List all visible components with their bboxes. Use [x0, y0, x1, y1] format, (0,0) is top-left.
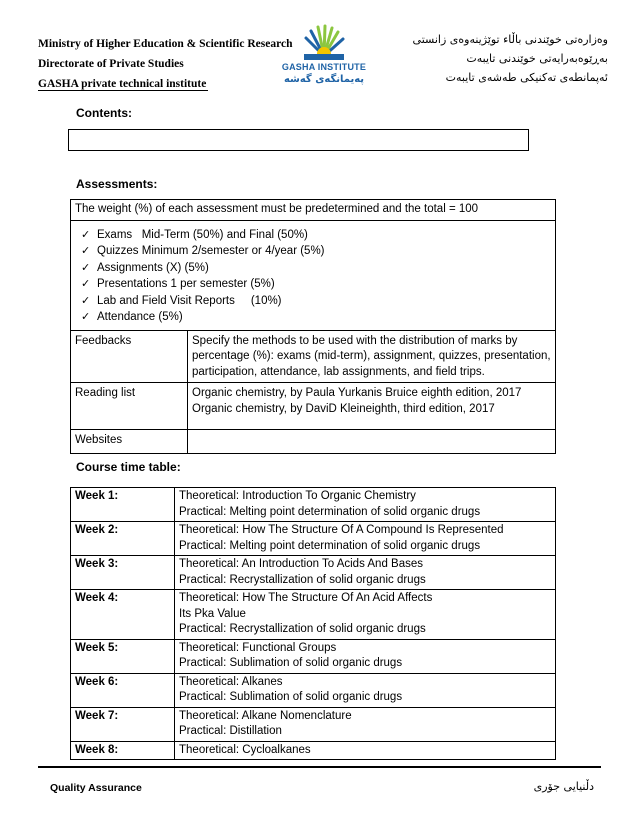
week-topics: Theoretical: An Introduction To Acids And Bases Practical: Recrystallization of solid organic drugs	[175, 556, 556, 590]
logo-brand-text-kurdish: پەیمانگەی گەشە	[283, 74, 365, 85]
table-row	[71, 639, 556, 673]
directorate-title-kurdish: بەڕێوەبەرایەتی خوێندنی تایبەت	[466, 52, 608, 65]
directorate-title: Directorate of Private Studies	[38, 58, 184, 70]
week-label: Week 3:	[71, 556, 175, 590]
table-row	[71, 556, 556, 590]
websites-row	[71, 430, 556, 454]
week-label: Week 4:	[71, 590, 175, 640]
feedbacks-row	[71, 330, 556, 383]
week-topics: Theoretical: Functional Groups Practical: Sublimation of solid organic drugs	[175, 639, 556, 673]
institute-title: GASHA private technical institute	[38, 78, 207, 90]
institute-title-kurdish: ئەپمانطەی تەکنیکی طەشەی تایبەت	[445, 71, 608, 84]
list-item: ✓ Quizzes Minimum 2/semester or 4/year (5%)	[81, 244, 325, 257]
list-item: ✓ Exams Mid-Term (50%) and Final (50%)	[81, 227, 308, 241]
week-topics: Theoretical: Cycloalkanes	[175, 741, 556, 760]
contents-box	[68, 129, 529, 151]
checkmark-icon: ✓	[81, 260, 91, 274]
ministry-title: Ministry of Higher Education & Scientific Research	[38, 38, 293, 50]
course-timetable	[70, 487, 556, 760]
table-row	[71, 707, 556, 741]
assessment-weight-text: The weight (%) of each assessment must be predetermined and the total = 100	[71, 200, 556, 221]
websites-value	[188, 430, 556, 454]
week-label: Week 5:	[71, 639, 175, 673]
checkmark-icon: ✓	[81, 277, 91, 290]
week-topics: Theoretical: Alkanes Practical: Sublimation of solid organic drugs	[175, 673, 556, 707]
contents-heading: Contents:	[76, 106, 132, 120]
footer-quality-assurance: Quality Assurance	[50, 782, 142, 794]
week-topics: Theoretical: Introduction To Organic Chemistry Practical: Melting point determination of solid organic drugs	[175, 488, 556, 522]
checkmark-icon: ✓	[81, 293, 91, 307]
assessment-checklist	[75, 223, 551, 328]
assessments-table	[70, 199, 556, 454]
table-row	[71, 673, 556, 707]
week-topics: Theoretical: How The Structure Of An Acid Affects Its Pka Value Practical: Recrystallization of solid organic drugs	[175, 590, 556, 640]
header-rule	[38, 90, 208, 91]
week-label: Week 6:	[71, 673, 175, 707]
reading-list-row	[71, 383, 556, 430]
week-label: Week 7:	[71, 707, 175, 741]
feedbacks-label: Feedbacks	[71, 330, 188, 383]
feedbacks-value: Specify the methods to be used with the distribution of marks by percentage (%): exams (mid-term), assignment, quizzes, presentation, participation, attendance, lab assignments, and field trips.	[188, 330, 556, 383]
table-row	[71, 741, 556, 760]
table-row	[71, 590, 556, 640]
list-item: ✓ Assignments (X) (5%)	[81, 260, 209, 274]
assessment-list-row	[71, 220, 556, 330]
assessments-heading: Assessments:	[76, 177, 158, 191]
week-topics: Theoretical: Alkane Nomenclature Practical: Distillation	[175, 707, 556, 741]
week-topics: Theoretical: How The Structure Of A Compound Is Represented Practical: Melting point determination of solid organic drugs	[175, 522, 556, 556]
table-row	[71, 488, 556, 522]
checkmark-icon: ✓	[81, 310, 91, 323]
checkmark-icon: ✓	[81, 227, 91, 241]
footer-quality-assurance-kurdish: دڵنیایی جۆری	[533, 780, 594, 793]
list-item: ✓ Attendance (5%)	[81, 310, 183, 323]
checkmark-icon: ✓	[81, 244, 91, 257]
timetable-heading: Course time table:	[76, 460, 181, 474]
week-label: Week 1:	[71, 488, 175, 522]
list-item: ✓ Lab and Field Visit Reports (10%)	[81, 293, 282, 307]
sunburst-logo-icon	[302, 24, 346, 60]
logo-brand-text: GASHA INSTITUTE	[281, 62, 367, 72]
gasha-logo	[278, 24, 370, 90]
footer-rule	[38, 766, 601, 768]
reading-list-value: Organic chemistry, by Paula Yurkanis Bruice eighth edition, 2017 Organic chemistry, by DaviD Kleineighth, third edition, 2017	[188, 383, 556, 430]
websites-label: Websites	[71, 430, 188, 454]
header-right-block	[408, 30, 608, 87]
reading-list-label: Reading list	[71, 383, 188, 430]
week-label: Week 2:	[71, 522, 175, 556]
ministry-title-kurdish: وەزارەتی خوێندنی باڵاء توێژینەوەی زانستی	[412, 33, 608, 46]
week-label: Week 8:	[71, 741, 175, 760]
list-item: ✓ Presentations 1 per semester (5%)	[81, 277, 275, 290]
assessment-weight-row	[71, 200, 556, 221]
table-row	[71, 522, 556, 556]
